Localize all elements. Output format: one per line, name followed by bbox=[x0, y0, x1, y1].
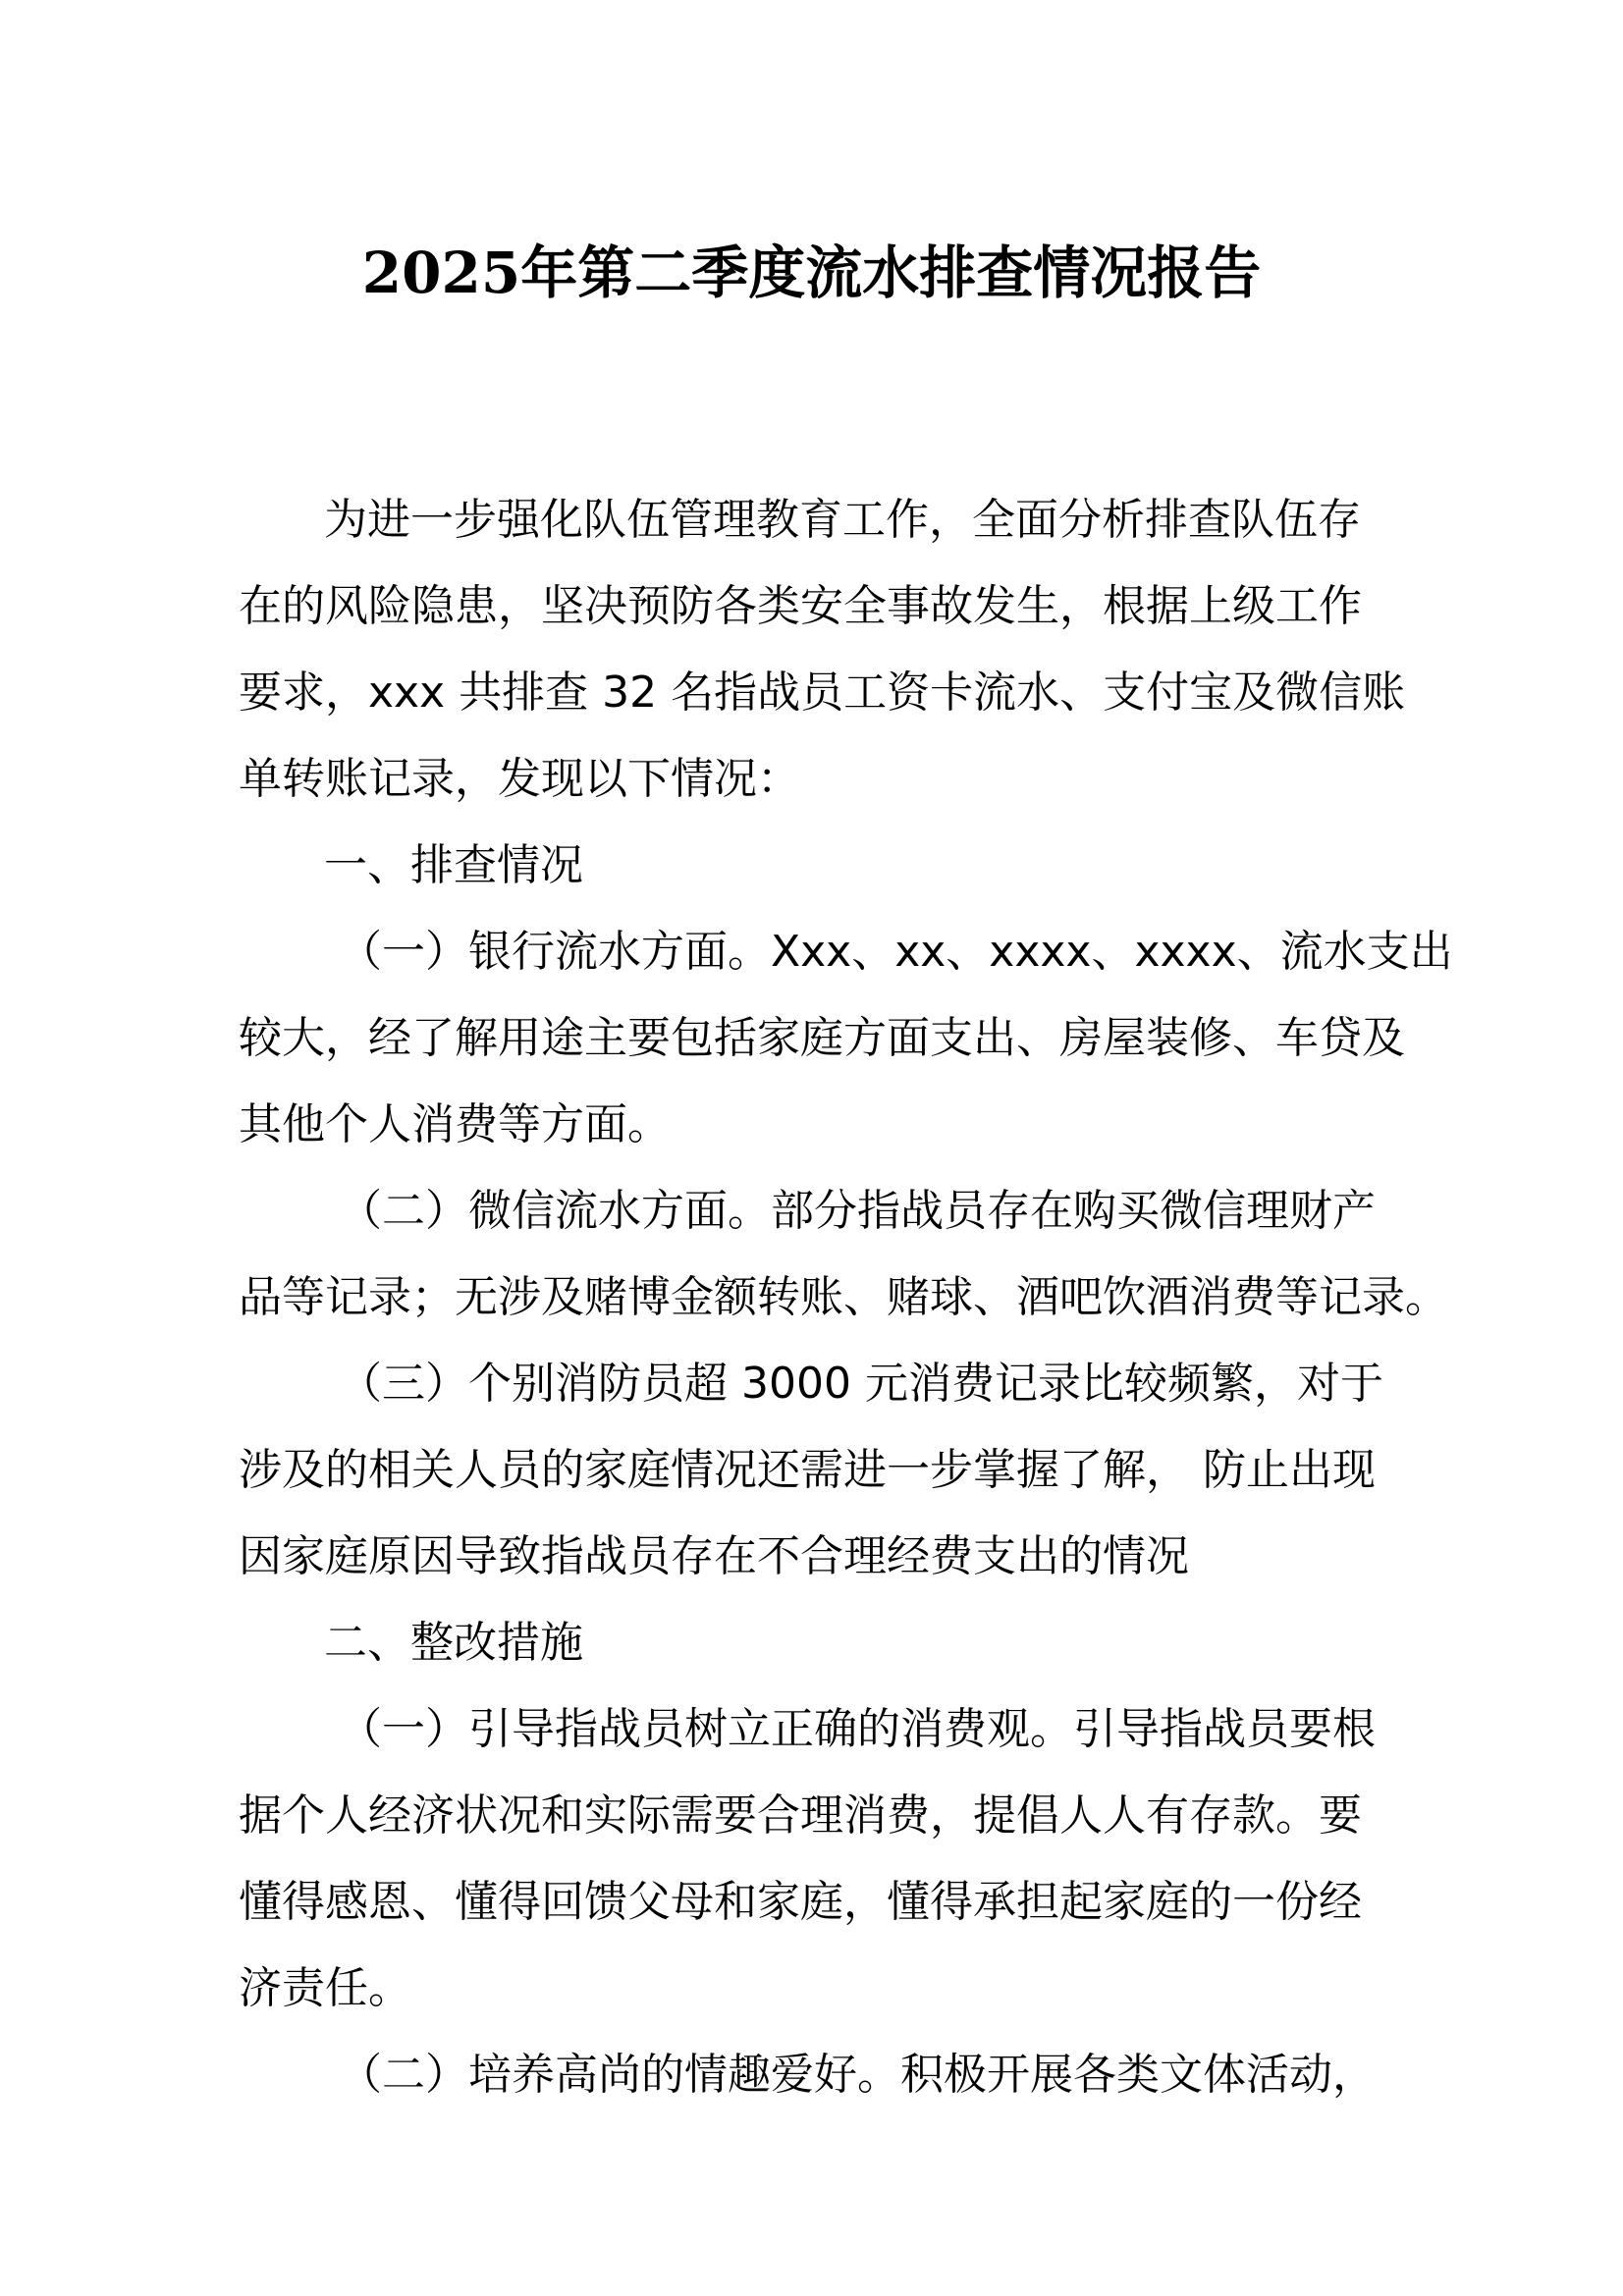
item-1-1-line-3: 其他个人消费等方面。 bbox=[239, 1099, 671, 1149]
paragraph-intro-line-3: 要求，xxx 共排查 32 名指战员工资卡流水、支付宝及微信账 bbox=[239, 667, 1406, 718]
item-2-1-line-1: （一）引导指战员树立正确的消费观。引导指战员要根 bbox=[339, 1704, 1376, 1754]
item-1-3-line-2: 涉及的相关人员的家庭情况还需进一步掌握了解， 防止出现 bbox=[239, 1445, 1376, 1495]
paragraph-intro-line-2: 在的风险隐患，坚决预防各类安全事故发生，根据上级工作 bbox=[239, 581, 1362, 631]
section-heading-2: 二、整改措施 bbox=[324, 1618, 583, 1668]
item-2-1-line-3: 懂得感恩、懂得回馈父母和家庭，懂得承担起家庭的一份经 bbox=[239, 1877, 1362, 1927]
paragraph-intro-line-1: 为进一步强化队伍管理教育工作，全面分析排查队伍存 bbox=[324, 495, 1361, 545]
item-1-3-line-3: 因家庭原因导致指战员存在不合理经费支出的情况 bbox=[239, 1531, 1189, 1581]
item-2-1-line-4: 济责任。 bbox=[239, 1963, 411, 2013]
document-title: 2025年第二季度流水排查情况报告 bbox=[361, 240, 1262, 306]
item-1-2-line-1: （二）微信流水方面。部分指战员存在购买微信理财产 bbox=[339, 1186, 1376, 1236]
item-2-2-line-1: （二）培养高尚的情趣爱好。积极开展各类文体活动， bbox=[339, 2050, 1376, 2100]
section-heading-1: 一、排查情况 bbox=[324, 840, 583, 890]
item-1-2-line-2: 品等记录；无涉及赌博金额转账、赌球、酒吧饮酒消费等记录。 bbox=[239, 1272, 1448, 1322]
item-1-3-line-1: （三）个别消防员超 3000 元消费记录比较频繁，对于 bbox=[339, 1359, 1383, 1409]
item-1-1-line-1: （一）银行流水方面。Xxx、xx、xxxx、xxxx、流水支出 bbox=[339, 927, 1453, 977]
paragraph-intro-line-4: 单转账记录，发现以下情况： bbox=[239, 754, 800, 804]
item-1-1-line-2: 较大，经了解用途主要包括家庭方面支出、房屋装修、车贷及 bbox=[239, 1013, 1405, 1063]
item-2-1-line-2: 据个人经济状况和实际需要合理消费，提倡人人有存款。要 bbox=[239, 1790, 1362, 1841]
